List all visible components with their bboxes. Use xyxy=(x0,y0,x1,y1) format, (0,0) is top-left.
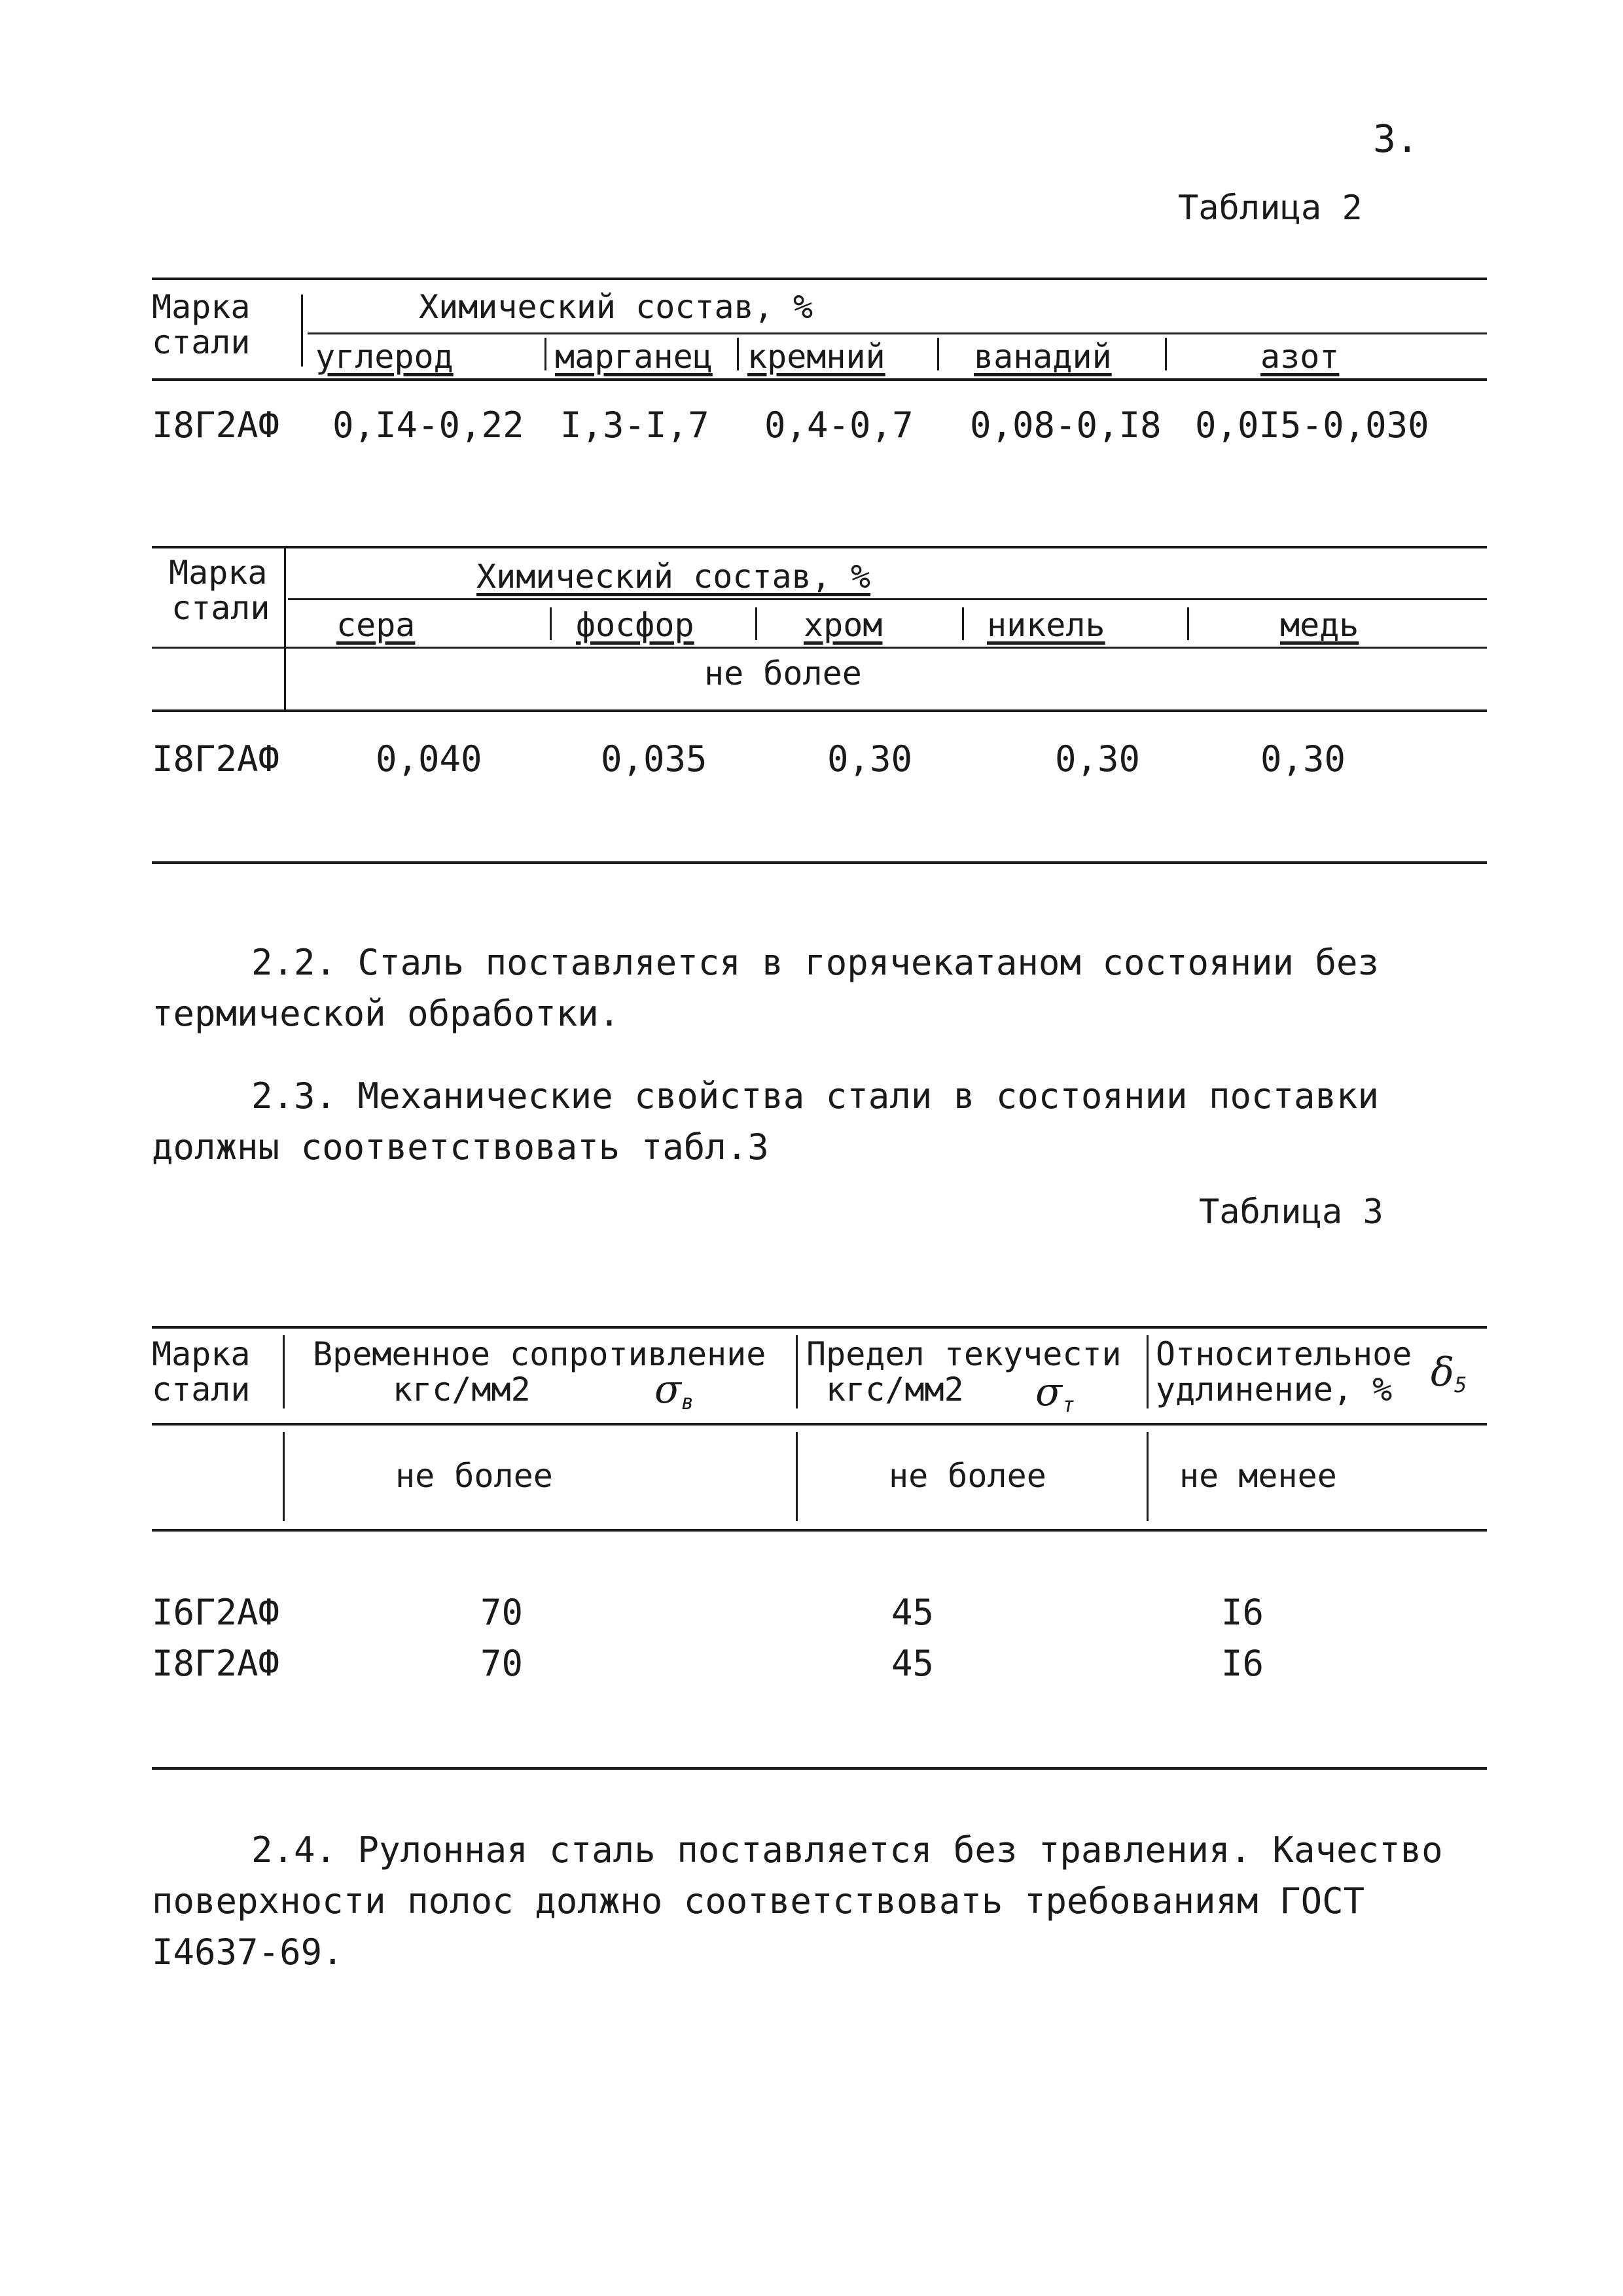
table-rule xyxy=(152,1423,1487,1426)
paragraph-line: 2.3. Механические свойства стали в состоянии поставки xyxy=(251,1075,1380,1117)
table-cell: 0,30 xyxy=(1055,738,1141,780)
col-header-tensile-unit: кгс/мм2 xyxy=(393,1371,531,1408)
table-cell: 0,08-0,I8 xyxy=(970,404,1162,446)
col-header-yield-unit: кгс/мм2 xyxy=(826,1371,964,1408)
paragraph-line: должны соответствовать табл.3 xyxy=(152,1126,769,1168)
column-separator xyxy=(550,607,552,640)
table-rule xyxy=(152,278,1487,280)
table-rule xyxy=(308,332,1487,334)
tensile-symbol xyxy=(654,1367,694,1414)
paragraph-2-3 xyxy=(152,1071,1487,1173)
column-separator xyxy=(796,1335,798,1408)
column-separator xyxy=(1147,1335,1149,1408)
limit-note: не более xyxy=(395,1457,553,1495)
group-header: Химический состав, % xyxy=(476,558,871,596)
paragraph-line: I4637-69. xyxy=(152,1931,344,1973)
column-separator xyxy=(1187,607,1189,640)
table-cell: 0,0I5-0,030 xyxy=(1195,404,1429,446)
paragraph-line: 2.4. Рулонная сталь поставляется без травления. Качество xyxy=(251,1829,1443,1871)
row-grade: I8Г2АФ xyxy=(152,1643,280,1684)
table-cell: 45 xyxy=(891,1643,935,1684)
column-separator xyxy=(796,1432,798,1521)
row-grade: I8Г2АФ xyxy=(152,738,280,780)
table-cell: I,3-I,7 xyxy=(560,404,709,446)
column-header: кремний xyxy=(747,338,885,376)
column-separator xyxy=(937,338,939,370)
table3-caption: Таблица 3 xyxy=(1199,1193,1383,1232)
col-header-tensile: Временное сопротивление xyxy=(313,1335,766,1373)
column-separator xyxy=(755,607,757,640)
yield-symbol xyxy=(1035,1369,1075,1417)
table-cell: 0,30 xyxy=(827,738,913,780)
grade-header: стали xyxy=(152,323,251,361)
paragraph-line: 2.2. Сталь поставляется в горячекатаном состоянии без xyxy=(251,942,1380,983)
column-header: ванадий xyxy=(974,338,1112,376)
column-header: хром xyxy=(804,606,883,644)
table-rule xyxy=(152,1529,1487,1532)
group-header: Химический состав, % xyxy=(419,288,813,326)
sigma-t-symbol: σ xyxy=(1035,1369,1062,1415)
column-header: сера xyxy=(336,606,416,644)
table-cell: 70 xyxy=(480,1643,524,1684)
sigma-b-subscript: в xyxy=(681,1390,694,1414)
column-separator xyxy=(1147,1432,1149,1521)
table-rule xyxy=(288,598,1487,600)
column-separator xyxy=(1165,338,1167,370)
limit-note: не более xyxy=(704,655,862,692)
grade-header: стали xyxy=(171,589,270,627)
table-rule xyxy=(152,647,1487,649)
paragraph-2-2 xyxy=(152,937,1487,1039)
sigma-b-symbol: σ xyxy=(654,1367,681,1412)
column-separator xyxy=(301,295,303,367)
column-header: медь xyxy=(1280,606,1359,644)
column-header: фосфор xyxy=(576,606,694,644)
row-grade: I8Г2АФ xyxy=(152,404,280,446)
table-cell: 0,040 xyxy=(376,738,482,780)
col-header-yield: Предел текучести xyxy=(806,1335,1122,1373)
col-header-elongation: Относительное xyxy=(1156,1335,1412,1373)
grade-header: Марка xyxy=(169,554,268,592)
table-rule xyxy=(152,1767,1487,1770)
sigma-t-subscript: т xyxy=(1061,1392,1075,1417)
elongation-symbol xyxy=(1431,1350,1467,1397)
column-header: марганец xyxy=(555,338,713,376)
limit-note: не более xyxy=(889,1457,1046,1495)
table-cell: 45 xyxy=(891,1592,935,1633)
page-number: 3. xyxy=(1373,117,1419,161)
table-rule xyxy=(152,378,1487,381)
column-separator xyxy=(544,338,546,370)
column-header: углерод xyxy=(315,338,454,376)
table-rule xyxy=(152,1326,1487,1329)
column-separator xyxy=(283,1432,285,1521)
grade-header: стали xyxy=(152,1371,251,1408)
column-separator xyxy=(283,1335,285,1408)
limit-note: не менее xyxy=(1179,1457,1337,1495)
row-grade: I6Г2АФ xyxy=(152,1592,280,1633)
paragraph-line: поверхности полос должно соответствовать требованиям ГОСТ xyxy=(152,1880,1365,1922)
col-header-elongation-unit: удлинение, % xyxy=(1156,1371,1393,1408)
table-cell: 0,30 xyxy=(1260,738,1346,780)
delta-subscript: 5 xyxy=(1454,1372,1467,1397)
grade-header: Марка xyxy=(152,288,251,326)
grade-header: Марка xyxy=(152,1335,251,1373)
table-cell: 0,035 xyxy=(601,738,707,780)
column-separator xyxy=(284,547,286,711)
paragraph-2-4 xyxy=(152,1825,1487,1978)
table-cell: 0,4-0,7 xyxy=(764,404,914,446)
table-cell: I6 xyxy=(1221,1592,1264,1633)
table-cell: 0,I4-0,22 xyxy=(332,404,524,446)
table-cell: I6 xyxy=(1221,1643,1264,1684)
column-header: никель xyxy=(987,606,1105,644)
table-rule xyxy=(152,861,1487,864)
column-header: азот xyxy=(1260,338,1340,376)
delta-symbol: δ xyxy=(1431,1350,1455,1395)
column-separator xyxy=(737,338,739,370)
table-rule xyxy=(152,709,1487,712)
table-rule xyxy=(152,546,1487,548)
paragraph-line: термической обработки. xyxy=(152,993,620,1034)
table-cell: 70 xyxy=(480,1592,524,1633)
table2-caption: Таблица 2 xyxy=(1178,188,1363,228)
column-separator xyxy=(962,607,964,640)
